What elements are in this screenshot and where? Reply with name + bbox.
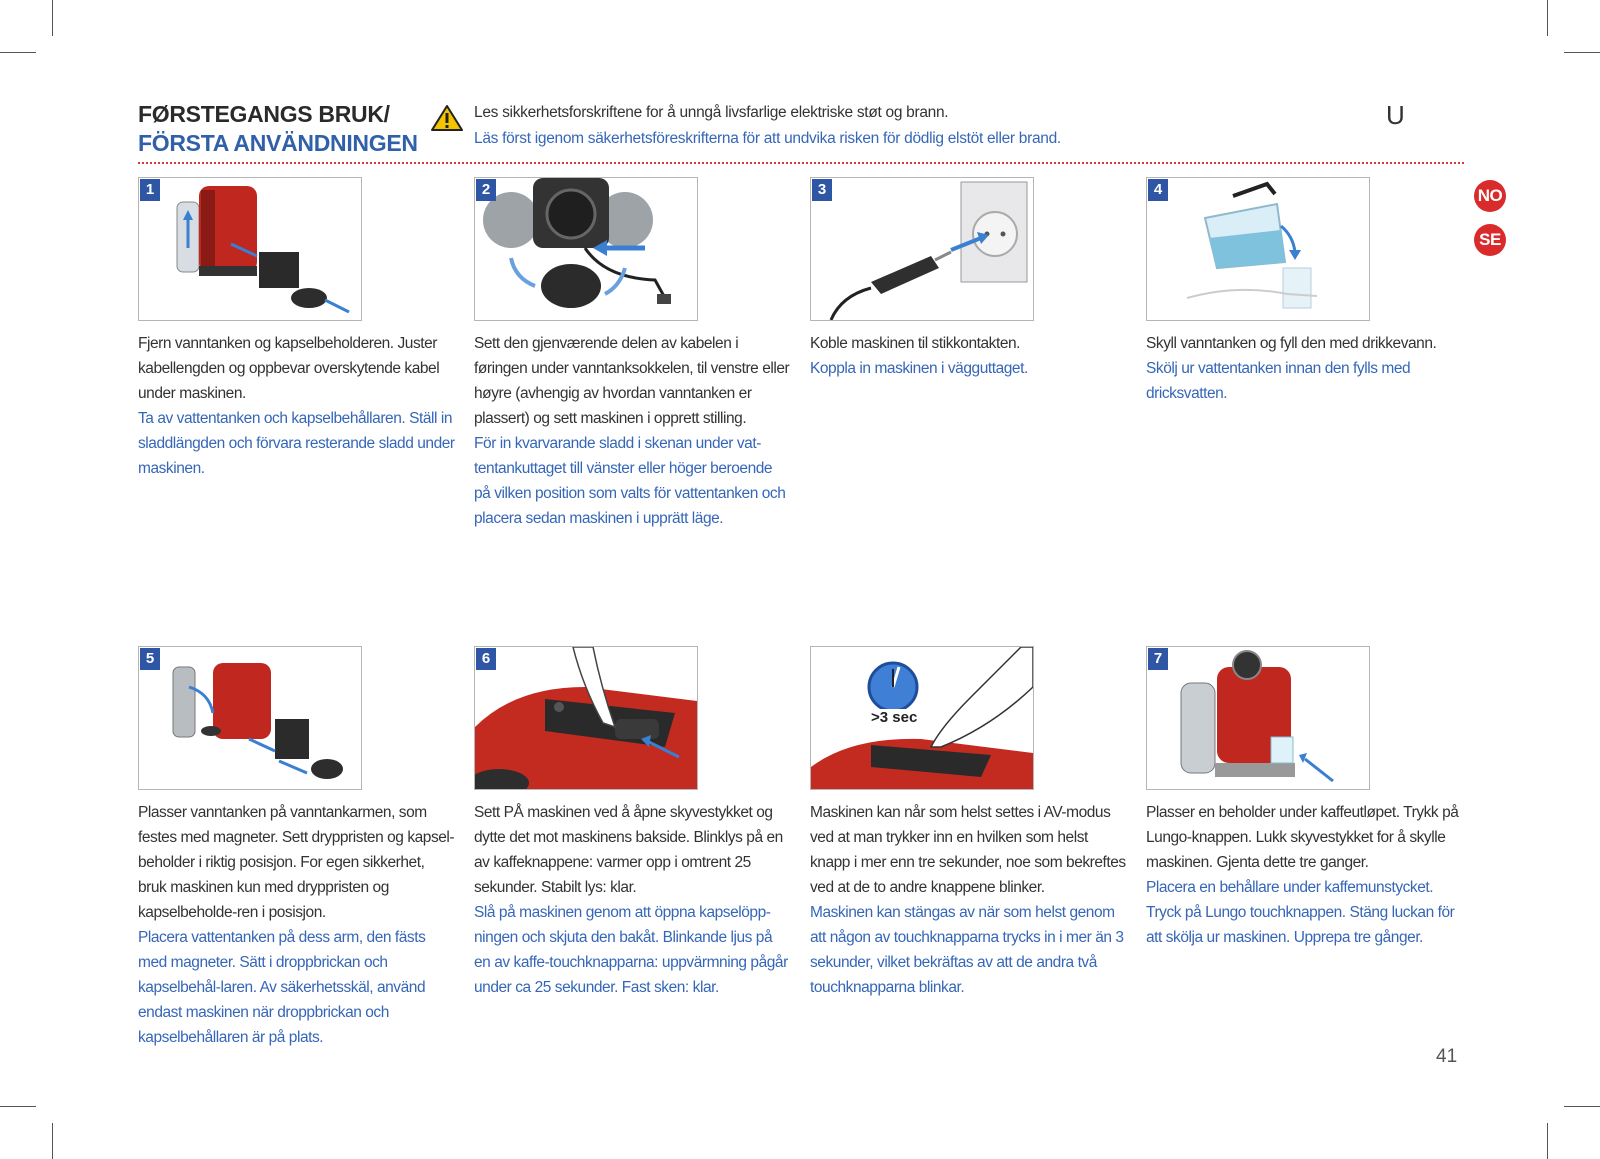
crop-mark — [1564, 52, 1600, 53]
text-no: Sett PÅ maskinen ved å åpne skyvestykket og dytte det mot maskinens bakside. Blinklys på en av kaffeknappene: varmer opp i omtrent 25 sekunder. Stabilt lys: klar. — [474, 804, 783, 896]
text-se: Placera en behållare under kaffemunstycket. Tryck på Lungo touchknappen. Stäng luckan för att skölja ur maskinen. Upprepa tre gånger. — [1146, 879, 1455, 946]
title-se: FÖRSTA ANVÄNDNINGEN — [138, 130, 418, 156]
warning-text-se: Läs först igenom säkerhetsföreskrifterna för att undvika risken för dödlig elstöt eller brand. — [474, 130, 1061, 147]
crop-mark — [1547, 0, 1548, 36]
header-divider — [138, 162, 1464, 164]
text-se: Ta av vattentanken och kapselbehållaren. Ställ in sladdlängden och förvara resterande sladd under maskinen. — [138, 410, 455, 477]
step-7-illustration — [1146, 646, 1370, 790]
step-number: 3 — [812, 179, 832, 201]
step-number: 4 — [1148, 179, 1168, 201]
step-2-illustration — [474, 177, 698, 321]
step-6-illustration — [474, 646, 698, 790]
page-number: 41 — [1436, 1046, 1458, 1067]
language-badge-no: NO — [1474, 180, 1506, 212]
text-se: Placera vattentanken på dess arm, den fästs med magneter. Sätt i droppbrickan och kapselbehål-laren. Av säkerhetsskäl, använd endast maskinen när droppbrickan och kapselbehållaren är på plats. — [138, 929, 426, 1046]
step-3-illustration — [810, 177, 1034, 321]
crop-mark — [1547, 1123, 1548, 1159]
text-se: Maskinen kan stängas av när som helst genom att någon av touchknapparna trycks in i mer än 3 sekunder, vilket bekräftas av att de andra två touchknapparna blinkar. — [810, 904, 1124, 996]
text-no: Sett den gjenværende delen av kabelen i føringen under vanntanksokkelen, til venstre eller høyre (avhengig av hvordan vanntanken er plassert) og sett maskinen i opprett stilling. — [474, 335, 790, 427]
text-no: Koble maskinen til stikkontakten. — [810, 335, 1021, 352]
text-no: Plasser vanntanken på vanntankarmen, som festes med magneter. Sett dryppristen og kapsel-beholder i riktig posisjon. For egen sikkerhet, bruk maskinen kun med dryppristen og kapselbeholde-ren i posisjon. — [138, 804, 455, 921]
step-1-text — [138, 331, 456, 481]
text-no: Fjern vanntanken og kapselbeholderen. Juster kabellengden og oppbevar overskytende kabel under maskinen. — [138, 335, 440, 402]
language-badge-se: SE — [1474, 224, 1506, 256]
step-4-text — [1146, 331, 1464, 406]
text-se: Koppla in maskinen i vägguttaget. — [810, 360, 1028, 377]
power-off-illustration — [810, 646, 1034, 790]
step-number: 7 — [1148, 648, 1168, 670]
step-number: 5 — [140, 648, 160, 670]
step-3-text — [810, 331, 1128, 381]
crop-mark — [52, 0, 53, 36]
step-4-illustration — [1146, 177, 1370, 321]
text-no: Plasser en beholder under kaffeutløpet. Trykk på Lungo-knappen. Lukk skyvestykket for å skylle maskinen. Gjenta dette tre ganger. — [1146, 804, 1459, 871]
step-number: 2 — [476, 179, 496, 201]
crop-mark — [0, 1106, 36, 1107]
step-6-text — [474, 800, 792, 1000]
safety-warning — [474, 100, 1061, 152]
crop-mark — [0, 52, 36, 53]
step-2-text — [474, 331, 792, 531]
warning-text-no: Les sikkerhetsforskriftene for å unngå livsfarlige elektriske støt og brann. — [474, 104, 949, 121]
step-7-text — [1146, 800, 1464, 950]
timer-label: >3 sec — [871, 709, 918, 726]
text-no: Maskinen kan når som helst settes i AV-modus ved at man trykker inn en hvilken som helst knapp i mer enn tre sekunder, noe som bekreftes ved at de to andre knappene blinker. — [810, 804, 1126, 896]
text-se: Skölj ur vattentanken innan den fylls med dricksvatten. — [1146, 360, 1411, 402]
step-number: 1 — [140, 179, 160, 201]
title-no: FØRSTEGANGS BRUK/ — [138, 101, 390, 127]
text-se: För in kvarvarande sladd i skenan under vat-tentankuttaget till vänster eller höger beroende på vilken position som valts för vattentanken och placera sedan maskinen i upprätt läge. — [474, 435, 786, 527]
step-1-illustration — [138, 177, 362, 321]
text-no: Skyll vanntanken og fyll den med drikkevann. — [1146, 335, 1437, 352]
crop-mark — [52, 1123, 53, 1159]
step-number: 6 — [476, 648, 496, 670]
u-symbol: U — [1386, 100, 1405, 130]
warning-icon — [430, 104, 464, 132]
text-se: Slå på maskinen genom att öppna kapselöpp-ningen och skjuta den bakåt. Blinkande ljus på en av kaffe-touchknapparna: uppvärmning pågår under ca 25 sekunder. Fast sken: klar. — [474, 904, 788, 996]
step-5-illustration — [138, 646, 362, 790]
step-5-text — [138, 800, 456, 1050]
crop-mark — [1564, 1106, 1600, 1107]
power-off-text — [810, 800, 1128, 1000]
page-title — [138, 100, 418, 158]
